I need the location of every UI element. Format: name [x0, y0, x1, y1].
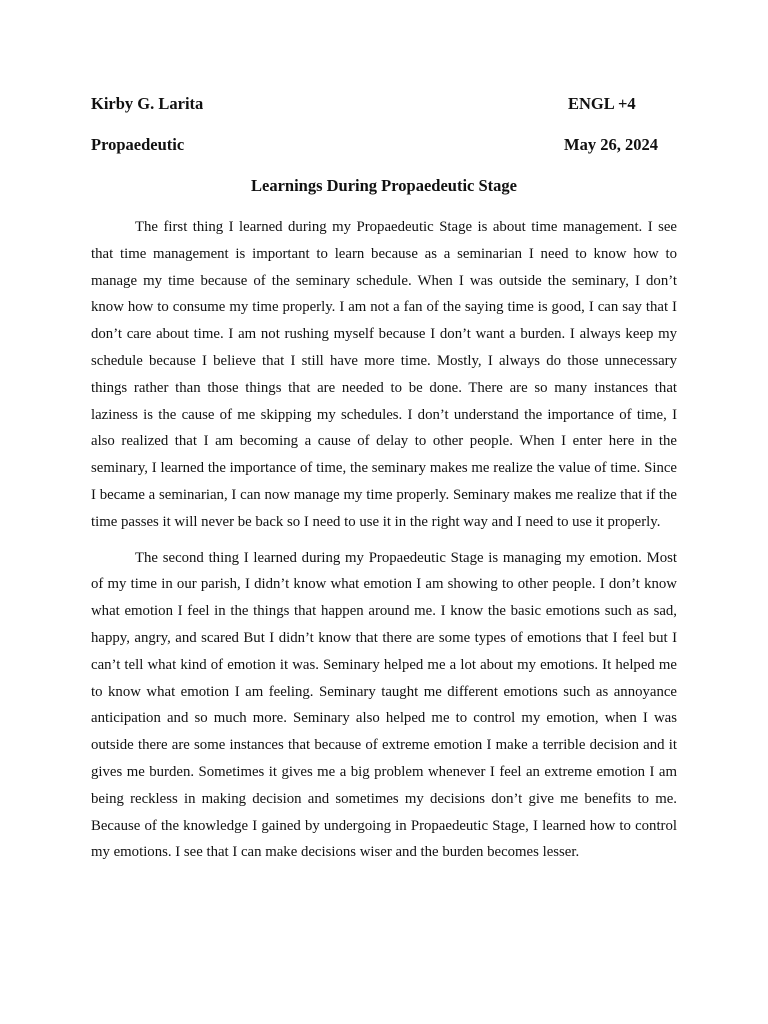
- document-date: May 26, 2024: [564, 135, 658, 154]
- course-code: ENGL +4: [568, 94, 636, 113]
- body-paragraph: The second thing I learned during my Propaedeutic Stage is managing my emotion. Most of my time in our parish, I didn’t know what emotion I am showing to other people. I don’t know what emotion I feel in the things that happen around me. I know the basic emotions such as sad, happy, angry, and scared But I didn’t know that there are some types of emotions that I feel but I can’t tell what kind of emotion it was. Seminary helped me a lot about my emotions. It helped me to know what emotion I am feeling. Seminary taught me different emotions such as annoyance anticipation and so much more. Seminary also helped me to control my emotion, when I was outside there are some instances that because of extreme emotion I make a terrible decision and it gives me burden. Sometimes it gives me a big problem whenever I feel an extreme emotion I am being reckless in making decision and sometimes my decisions don’t give me benefits to me. Because of the knowledge I gained by undergoing in Propaedeutic Stage, I learned how to control my emotions. I see that I can make decisions wiser and the burden becomes lesser.: [91, 549, 677, 861]
- stage-label: Propaedeutic: [91, 135, 185, 154]
- document-title: Learnings During Propaedeutic Stage: [251, 176, 517, 195]
- body-paragraph: The first thing I learned during my Propaedeutic Stage is about time management. I see that time management is important to learn because as a seminarian I need to know how to manage my time because of the seminary schedule. When I was outside the seminary, I don’t know how to consume my time properly. I am not a fan of the saying time is good, I can say that I don’t care about time. I am not rushing myself because I don’t want a burden. I always keep my schedule because I believe that I still have more time. Mostly, I always do those unnecessary things rather than those things that are needed to be done. There are so many instances that laziness is the cause of me skipping my schedules. I don’t understand the importance of time, I also realized that I am becoming a cause of delay to other people. When I enter here in the seminary, I learned the importance of time, the seminary makes me realize the value of time. Since I became a seminarian, I can now manage my time properly. Seminary makes me realize that if the time passes it will never be back so I need to use it in the right way and I need to use it properly.: [91, 219, 677, 530]
- author-name: Kirby G. Larita: [91, 94, 204, 113]
- document-body: [91, 214, 677, 875]
